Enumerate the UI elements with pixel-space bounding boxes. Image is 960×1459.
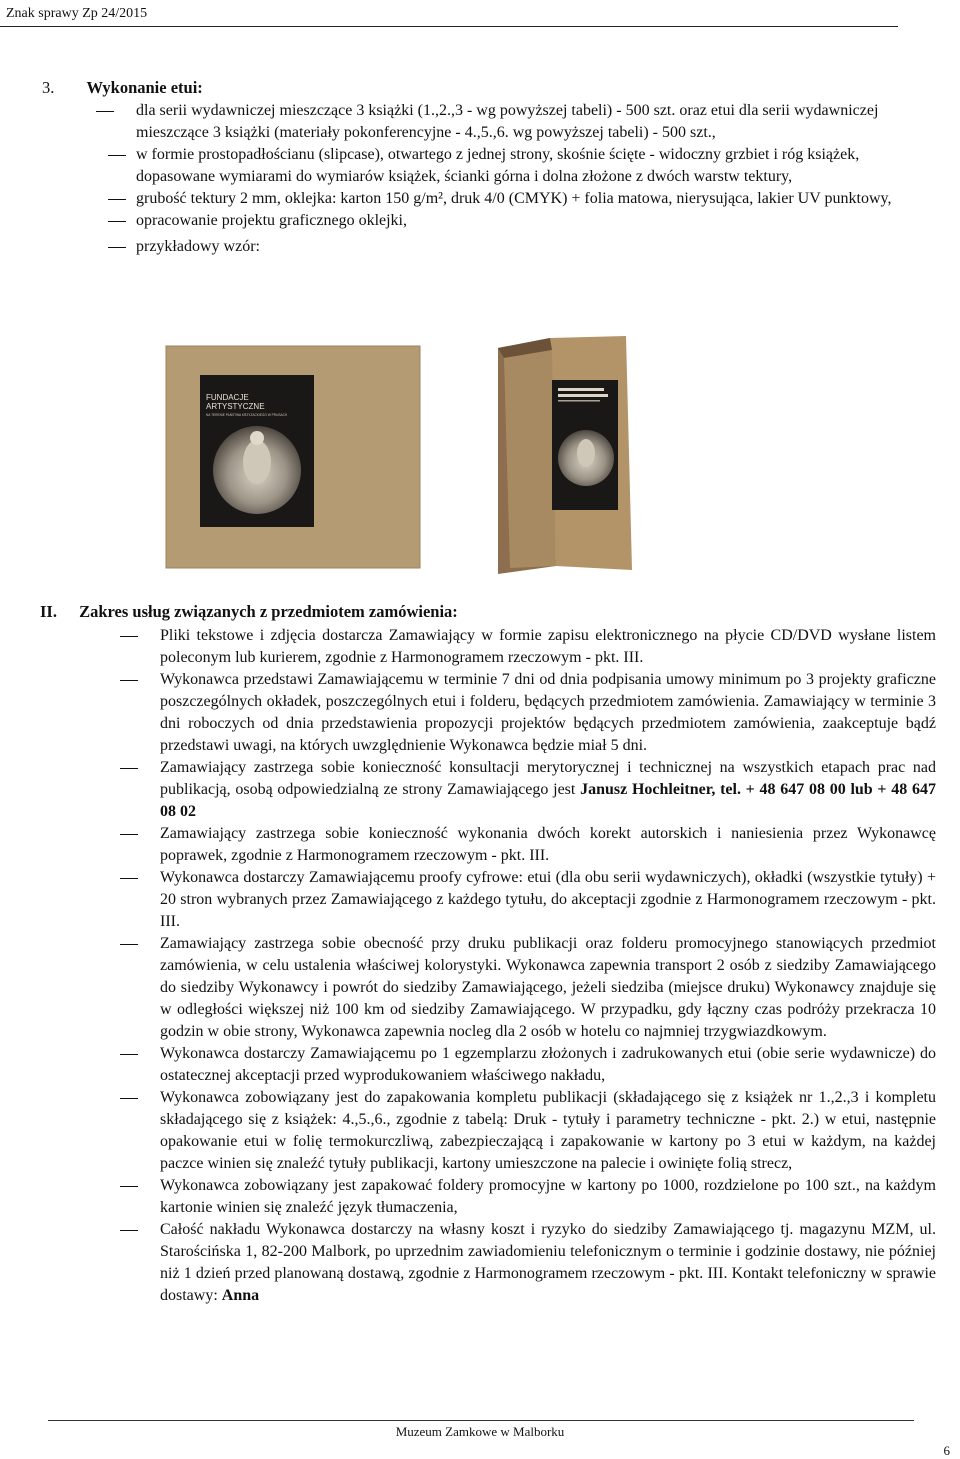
section-3-heading xyxy=(42,78,203,98)
section-II-title: Zakres usług związanych z przedmiotem zamówienia: xyxy=(79,602,458,621)
dash-bullet xyxy=(120,1186,138,1187)
section-II-list xyxy=(160,625,936,1307)
list-item: Wykonawca dostarczy Zamawiającemu po 1 egzemplarzu złożonych i zadrukowanych etui (obie serie wydawnicze) do ostatecznej akceptacji przed wyprodukowaniem właściwego nakładu, xyxy=(160,1043,936,1087)
list-item: Zamawiający zastrzega sobie konieczność wykonania dwóch korekt autorskich i naniesienia przez Wykonawcę poprawek, zgodnie z Harmonogramem rzeczowym - pkt. III. xyxy=(160,823,936,867)
dash-bullet xyxy=(120,636,138,637)
dash-bullet xyxy=(108,199,126,200)
dash-bullet xyxy=(120,834,138,835)
section-3-number: 3. xyxy=(42,78,55,97)
dash-bullet xyxy=(120,878,138,879)
dash-bullet xyxy=(108,155,126,156)
list-item: Wykonawca zobowiązany jest do zapakowania kompletu publikacji (składającego się z książek nr 1.,2.,3 i kompletu składającego się z książek: 4.,5.,6., zgodnie z tabelą: Druk - tytuły i parametry techniczne - pkt. 2.) w etui, następnie opakowanie etui w folię termokurczliwą, zabezpieczającą i zapakowanie w kartony po 3 etui w każdym, na każdej paczce winien się znaleźć tytuły publikacji, kartony umieszczone na palecie i owinięte folią strecz, xyxy=(160,1087,936,1175)
dash-bullet xyxy=(120,1054,138,1055)
list-item: Wykonawca przedstawi Zamawiającemu w terminie 7 dni od dnia podpisania umowy minimum po 3 projekty graficzne poszczególnych okładek, poszczególnych etui i folderu, będących przedmiotem zamówienia. Zamawiający w terminie 3 dni roboczych od dnia przedstawienia propozycji projektów będących przedmiotem zamówienia, zaakceptuje bądź przedstawi uwagi, na których uwzględnienie Wykonawca będzie miał 5 dni. xyxy=(160,669,936,757)
list-item: przykładowy wzór: xyxy=(136,236,936,258)
case-number: Znak sprawy Zp 24/2015 xyxy=(6,6,148,21)
dash-bullet xyxy=(120,1230,138,1231)
list-item: Zamawiający zastrzega sobie konieczność konsultacji merytorycznej i technicznej na wszystkich etapach prac nad publikacją, osobą odpowiedzialną ze strony Zamawiającego jest Janusz Hochleitner, tel. + 48 647 08 00 lub + 48 647 08 02 xyxy=(160,757,936,823)
cover-subtitle: NA TERENIE PAŃSTWA KRZYŻACKIEGO W PRUSACH xyxy=(206,413,288,417)
dash-bullet xyxy=(120,944,138,945)
list-item: Pliki tekstowe i zdjęcia dostarcza Zamawiający w formie zapisu elektronicznego na płycie CD/DVD wysłane listem poleconym lub kurierem, zgodnie z Harmonogramem rzeczowym - pkt. III. xyxy=(160,625,936,669)
list-item: Wykonawca zobowiązany jest zapakować foldery promocyjne w kartony po 1000, rozdzielone po 100 szt., na każdym kartonie winien się znaleźć język tłumaczenia, xyxy=(160,1175,936,1219)
list-item: dla serii wydawniczej mieszczące 3 książki (1.,2.,3 - wg powyższej tabeli) - 500 szt. oraz etui dla serii wydawniczej mieszczące 3 książki (materiały pokonferencyjne - 4.,5.,6. wg powyższej tabeli) - 500 szt., xyxy=(136,100,936,144)
list-item: grubość tektury 2 mm, oklejka: karton 150 g/m², druk 4/0 (CMYK) + folia matowa, nierysująca, lakier UV punktowy, xyxy=(136,188,936,210)
dash-bullet xyxy=(120,1098,138,1099)
list-item: Całość nakładu Wykonawca dostarczy na własny koszt i ryzyko do siedziby Zamawiającego tj. magazynu MZM, ul. Starościńska 1, 82-200 Malbork, po uprzednim zawiadomieniu telefonicznym o terminie i godzinie dostawy, nie później niż 1 dzień przed planowaną dostawą, zgodnie z Harmonogramem rzeczowym - pkt. III. Kontakt telefoniczny w sprawie dostawy: Anna xyxy=(160,1219,936,1307)
section-3-list xyxy=(136,100,936,258)
dash-bullet xyxy=(120,768,138,769)
dash-bullet xyxy=(120,680,138,681)
cover-title-line1: FUNDACJE xyxy=(206,393,249,402)
section-3-title: Wykonanie etui: xyxy=(86,78,203,97)
slipcase-example-photos xyxy=(0,330,960,575)
page-number: 6 xyxy=(943,1443,950,1458)
cover-title-line2: ARTYSTYCZNE xyxy=(206,402,265,411)
delivery-contact: Anna xyxy=(221,1287,260,1304)
list-item: w formie prostopadłościanu (slipcase), otwartego z jednej strony, skośnie ścięte - widoczny grzbiet i róg książek, dopasowane wymiarami do wymiarów książek, ścianki górna i dolna złożone z dwóch warstw tektury, xyxy=(136,144,936,188)
dash-bullet xyxy=(108,247,126,248)
list-item: opracowanie projektu graficznego oklejki, xyxy=(136,210,936,232)
list-item: Wykonawca dostarczy Zamawiającemu proofy cyfrowe: etui (dla obu serii wydawniczych), okładki (wszystkie tytuły) + 20 stron wybranych przez Zamawiającego z każdego tytułu, do akceptacji zgodnie z Harmonogramem rzeczowym - pkt. III. xyxy=(160,867,936,933)
section-II-number: II. xyxy=(40,602,57,621)
header-divider xyxy=(0,26,898,27)
slipcase-angled-photo xyxy=(498,336,632,574)
slipcase-front-photo xyxy=(166,346,420,568)
list-item: Zamawiający zastrzega sobie obecność przy druku publikacji oraz folderu promocyjnego stanowiących przedmiot zamówienia, w celu ustalenia właściwej kolorystyki. Wykonawca zapewnia transport 2 osób z siedziby Zamawiającego do siedziby Wykonawcy i powrót do siedziby Zamawiającego, jeżeli siedziba (miejsce druku) Wykonawcy znajduje się w odległości większej niż 100 km od siedziby Zamawiającego. W przypadku, gdy łączny czas podróży przekracza 10 godzin w obie strony, Wykonawca zapewnia nocleg dla 2 osób w hotelu co najmniej trzygwiazdkowym. xyxy=(160,933,936,1043)
dash-bullet xyxy=(108,221,126,222)
footer-institution: Muzeum Zamkowe w Malborku xyxy=(395,1424,565,1439)
dash-bullet xyxy=(96,111,114,112)
section-II-heading xyxy=(40,602,458,622)
footer-divider xyxy=(48,1420,914,1421)
contact-person: Janusz Hochleitner, tel. + 48 647 08 00 lub + 48 647 08 02 xyxy=(160,781,937,820)
